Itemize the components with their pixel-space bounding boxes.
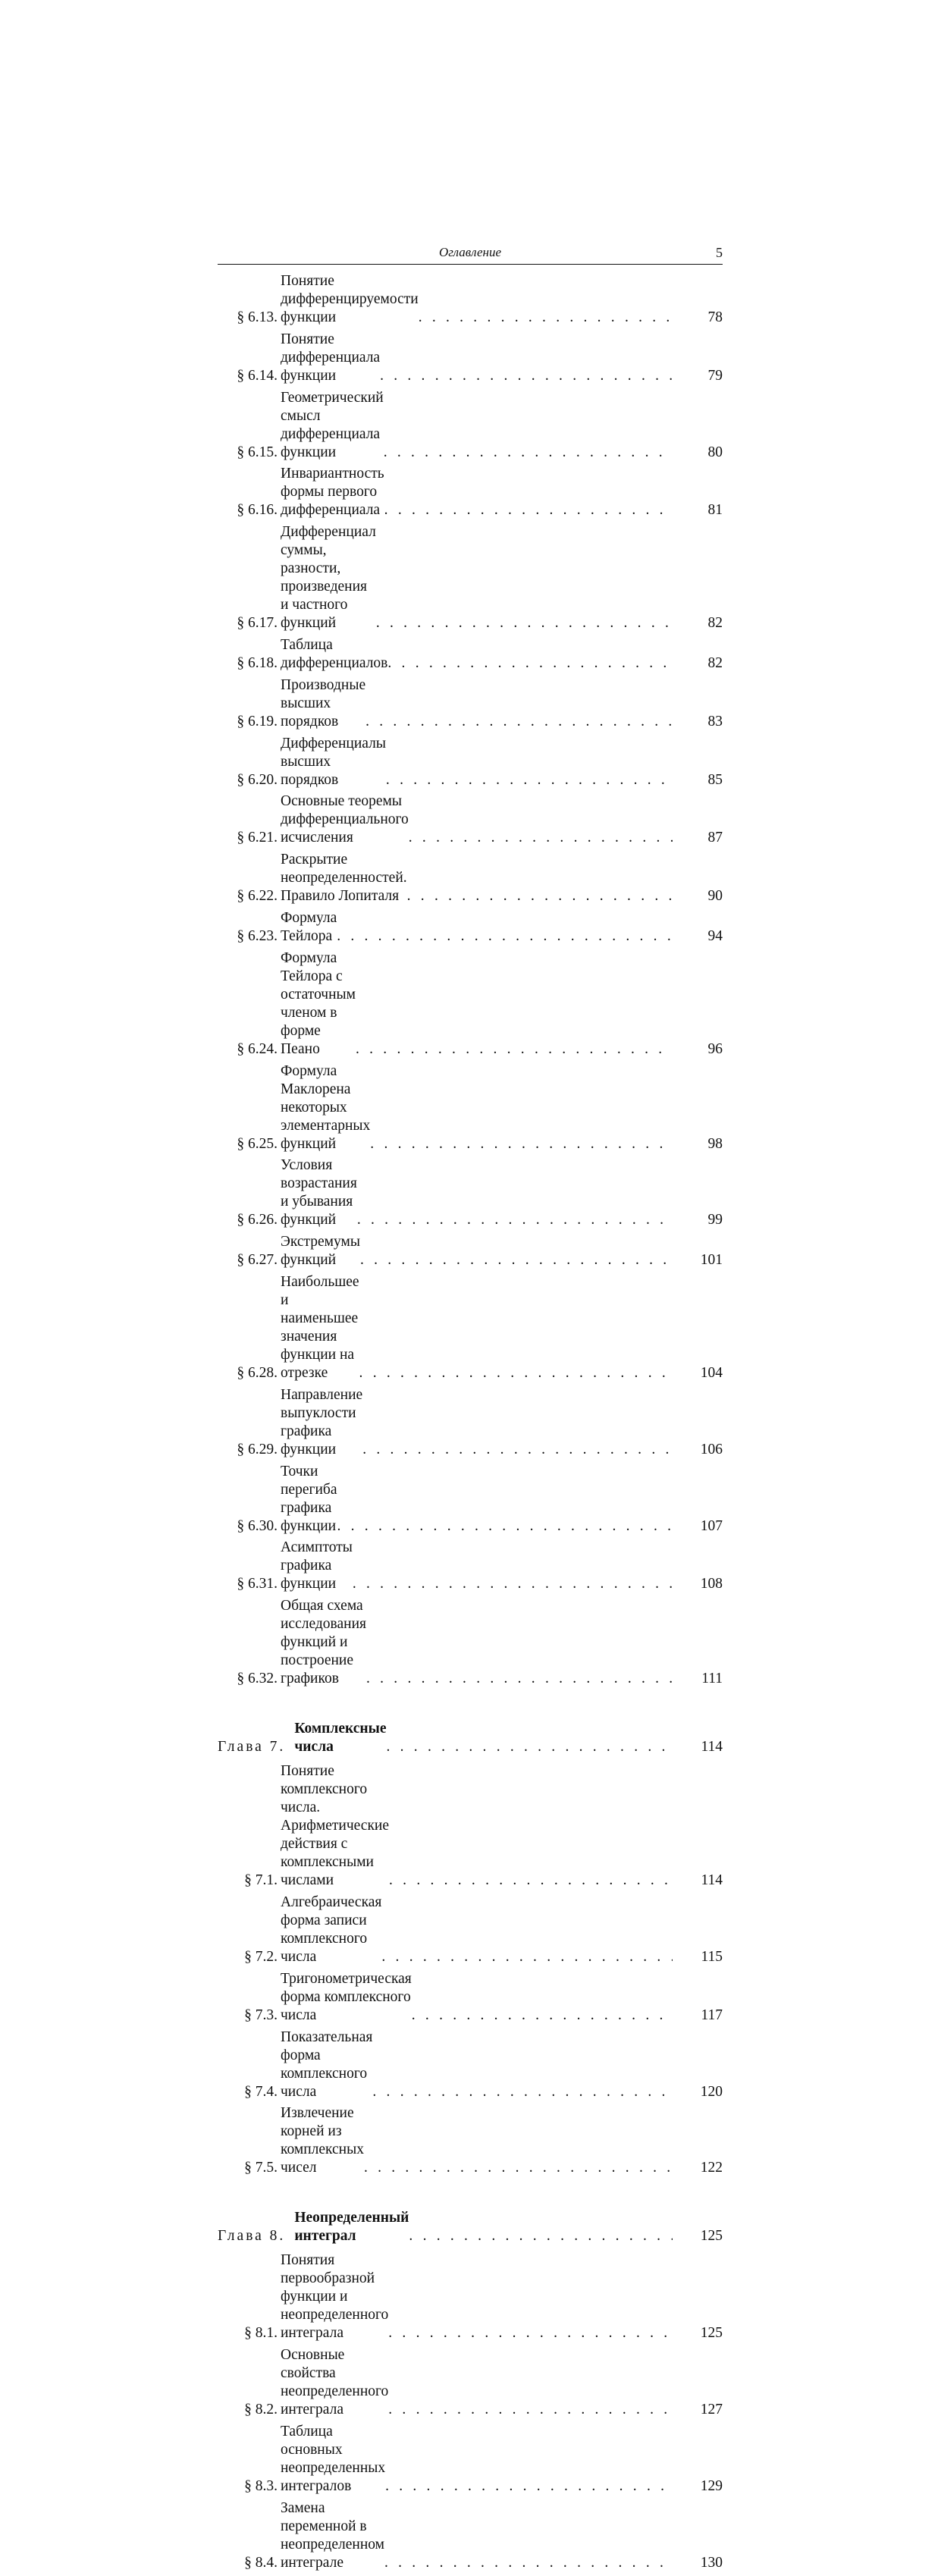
section-number: § 6.15.	[237, 444, 278, 460]
section-title: Основные свойства неопределенного интеграла	[281, 2347, 389, 2418]
section-page: 117	[701, 2007, 723, 2023]
dot-leader	[356, 1040, 673, 1059]
section-title: Таблица дифференциалов	[281, 636, 388, 671]
section-page: 130	[700, 2554, 723, 2571]
section-title: Понятие комплексного числа. Арифметические действия с комплексными числами	[281, 1763, 390, 1889]
section-page: 115	[701, 1948, 723, 1965]
chapter-page: 125	[700, 2228, 723, 2245]
section-title: Условия возрастания и убывания функций	[281, 1157, 357, 1228]
section-number: § 6.19.	[237, 713, 278, 730]
table-of-contents	[218, 272, 723, 2572]
section-title: Инвариантность формы первого дифференциала	[281, 466, 384, 519]
toc-entry[interactable]	[218, 1273, 723, 1382]
chapter-number: Глава 8.	[218, 2228, 286, 2245]
toc-entry[interactable]	[218, 1463, 723, 1536]
section-page: 106	[700, 1441, 723, 1457]
section-page: 108	[700, 1576, 723, 1592]
section-number: § 7.1.	[244, 1872, 278, 1889]
chapter-number: Глава 7.	[218, 1739, 286, 1756]
section-title: Понятие дифференциала функции	[281, 331, 381, 384]
section-title: Понятие дифференцируемости функции	[281, 273, 419, 325]
toc-entry[interactable]	[218, 676, 723, 731]
chapter-7-entry[interactable]	[218, 1720, 723, 1756]
section-page: 79	[707, 367, 723, 384]
toc-entry[interactable]	[218, 331, 723, 385]
section-title: Экстремумы функций	[281, 1234, 360, 1269]
dot-leader	[370, 1135, 673, 1153]
section-title: Асимптоты графика функции	[281, 1539, 353, 1592]
chapter-title: Комплексные числа	[294, 1721, 387, 1756]
dot-leader	[362, 1441, 673, 1459]
toc-entry[interactable]	[218, 851, 723, 905]
dot-leader	[381, 1948, 673, 1966]
toc-entry[interactable]	[218, 1970, 723, 2025]
dot-leader	[372, 2083, 673, 2101]
section-title: Формула Тейлора с остаточным членом в форме Пеано	[281, 949, 356, 1057]
dot-leader	[419, 309, 673, 327]
section-page: 99	[707, 1212, 723, 1228]
section-number: § 7.3.	[244, 2007, 278, 2023]
toc-entry[interactable]	[218, 2346, 723, 2419]
section-title: Производные высших порядков	[281, 676, 366, 730]
chapter-page: 114	[701, 1739, 723, 1756]
section-number: § 8.4.	[244, 2554, 278, 2571]
dot-leader	[365, 713, 673, 731]
section-page: 111	[701, 1671, 723, 1687]
dot-leader	[388, 2324, 673, 2342]
section-number: § 6.16.	[237, 502, 278, 519]
section-page: 114	[701, 1872, 723, 1889]
section-title: Геометрический смысл дифференциала функции	[281, 389, 384, 460]
dot-leader	[359, 1364, 673, 1382]
dot-leader	[357, 1211, 673, 1229]
dot-leader	[409, 829, 673, 847]
section-page: 107	[700, 1517, 723, 1534]
dot-leader	[388, 2401, 673, 2419]
section-page: 83	[707, 713, 723, 730]
dot-leader	[412, 2007, 673, 2025]
section-page: 81	[707, 502, 723, 519]
dot-leader	[364, 2159, 673, 2177]
section-number: § 7.4.	[244, 2083, 278, 2100]
running-head	[218, 244, 723, 265]
dot-leader	[376, 614, 673, 632]
toc-page	[218, 244, 723, 2576]
section-title: Извлечение корней из комплексных чисел	[281, 2105, 364, 2176]
section-number: § 8.3.	[244, 2477, 278, 2494]
section-page: 85	[707, 771, 723, 788]
section-title: Наибольшее и наименьшее значения функции на отрезке	[281, 1273, 359, 1381]
section-title: Дифференциал суммы, разности, произведения и частного функций	[281, 524, 376, 632]
section-page: 94	[707, 927, 723, 944]
section-title: Тригонометрическая форма комплексного числа	[281, 1970, 412, 2023]
dot-leader	[384, 2554, 673, 2572]
section-number: § 6.26.	[237, 1212, 278, 1228]
dot-leader	[380, 367, 673, 385]
section-number: § 6.18.	[237, 654, 278, 671]
toc-entry[interactable]	[218, 1062, 723, 1153]
toc-entry[interactable]	[218, 1762, 723, 1890]
toc-entry[interactable]	[218, 2499, 723, 2572]
toc-entry[interactable]	[218, 1156, 723, 1229]
section-title: Формула Тейлора	[281, 909, 337, 944]
section-title: Понятия первообразной функции и неопределенного интеграла	[281, 2252, 389, 2342]
running-head-title: Оглавление	[438, 245, 502, 259]
dot-leader	[360, 1251, 673, 1269]
section-number: § 6.30.	[237, 1517, 278, 1534]
section-page: 78	[707, 309, 723, 325]
section-page: 127	[700, 2402, 723, 2418]
section-title: Замена переменной в неопределенном интеграле	[281, 2499, 384, 2571]
section-page: 104	[700, 1364, 723, 1381]
toc-entry[interactable]	[218, 735, 723, 789]
dot-leader	[366, 1670, 673, 1688]
dot-leader	[337, 1517, 673, 1536]
section-number: § 8.1.	[244, 2325, 278, 2342]
toc-entry[interactable]	[218, 909, 723, 946]
toc-entry[interactable]	[218, 2251, 723, 2342]
section-number: § 6.25.	[237, 1135, 278, 1152]
section-page: 80	[707, 444, 723, 460]
section-title: Таблица основных неопределенных интегралов	[281, 2423, 386, 2494]
section-page: 82	[707, 615, 723, 632]
section-number: § 6.24.	[237, 1040, 278, 1057]
section-page: 96	[707, 1040, 723, 1057]
toc-entry[interactable]	[218, 636, 723, 673]
section-number: § 7.5.	[244, 2160, 278, 2176]
toc-entry[interactable]	[218, 389, 723, 462]
section-number: § 6.29.	[237, 1441, 278, 1457]
section-title: Дифференциалы высших порядков	[281, 735, 386, 788]
toc-entry[interactable]	[218, 1233, 723, 1269]
toc-entry[interactable]	[218, 465, 723, 519]
dot-leader	[384, 501, 673, 519]
chapter-8-entry[interactable]	[218, 2209, 723, 2245]
section-page: 90	[707, 888, 723, 905]
dot-leader	[387, 1738, 673, 1756]
section-title: Направление выпуклости графика функции	[281, 1386, 363, 1457]
dot-leader	[384, 444, 673, 462]
section-title: Формула Маклорена некоторых элементарных функций	[281, 1062, 371, 1152]
section-number: § 8.2.	[244, 2402, 278, 2418]
toc-entry[interactable]	[218, 1894, 723, 1966]
toc-entry[interactable]	[218, 2423, 723, 2496]
dot-leader	[407, 887, 673, 905]
section-title: Общая схема исследования функций и построение графиков	[281, 1598, 366, 1687]
section-page: 101	[700, 1252, 723, 1269]
toc-entry[interactable]	[218, 2104, 723, 2177]
section-number: § 6.21.	[237, 830, 278, 846]
section-number: § 6.22.	[237, 888, 278, 905]
section-title: Раскрытие неопределенностей. Правило Лопиталя	[281, 852, 407, 905]
toc-entry[interactable]	[218, 272, 723, 327]
section-title: Основные теоремы дифференциального исчисления	[281, 793, 409, 846]
chapter-6-sections	[218, 272, 723, 1688]
chapter-title: Неопределенный интеграл	[294, 2210, 409, 2245]
toc-entry[interactable]	[218, 1386, 723, 1459]
page-number: 5	[716, 245, 723, 260]
section-number: § 6.31.	[237, 1576, 278, 1592]
toc-entry[interactable]	[218, 1597, 723, 1688]
dot-leader	[385, 2477, 673, 2496]
section-number: § 6.32.	[237, 1671, 278, 1687]
section-number: § 6.23.	[237, 927, 278, 944]
section-page: 82	[707, 654, 723, 671]
section-title: Показательная форма комплексного числа	[281, 2028, 373, 2100]
dot-leader	[409, 2227, 673, 2245]
dot-leader	[353, 1575, 673, 1593]
section-title: Алгебраическая форма записи комплексного числа	[281, 1894, 382, 1965]
section-number: § 6.17.	[237, 615, 278, 632]
section-page: 122	[700, 2160, 723, 2176]
section-page: 98	[707, 1135, 723, 1152]
toc-entry[interactable]	[218, 1539, 723, 1593]
toc-entry[interactable]	[218, 2028, 723, 2101]
chapter-7-sections	[218, 1762, 723, 2177]
section-number: § 7.2.	[244, 1948, 278, 1965]
section-page: 129	[700, 2477, 723, 2494]
section-number: § 6.14.	[237, 367, 278, 384]
dot-leader	[386, 771, 673, 789]
section-number: § 6.27.	[237, 1252, 278, 1269]
chapter-8-sections	[218, 2251, 723, 2571]
section-number: § 6.13.	[237, 309, 278, 325]
dot-leader	[337, 927, 673, 946]
section-page: 87	[707, 830, 723, 846]
toc-entry[interactable]	[218, 949, 723, 1059]
dot-leader	[387, 654, 673, 673]
section-page: 125	[700, 2325, 723, 2342]
section-page: 120	[700, 2083, 723, 2100]
section-number: § 6.20.	[237, 771, 278, 788]
section-number: § 6.28.	[237, 1364, 278, 1381]
toc-entry[interactable]	[218, 523, 723, 632]
dot-leader	[389, 1872, 673, 1890]
section-title: Точки перегиба графика функции	[281, 1463, 337, 1534]
toc-entry[interactable]	[218, 792, 723, 847]
